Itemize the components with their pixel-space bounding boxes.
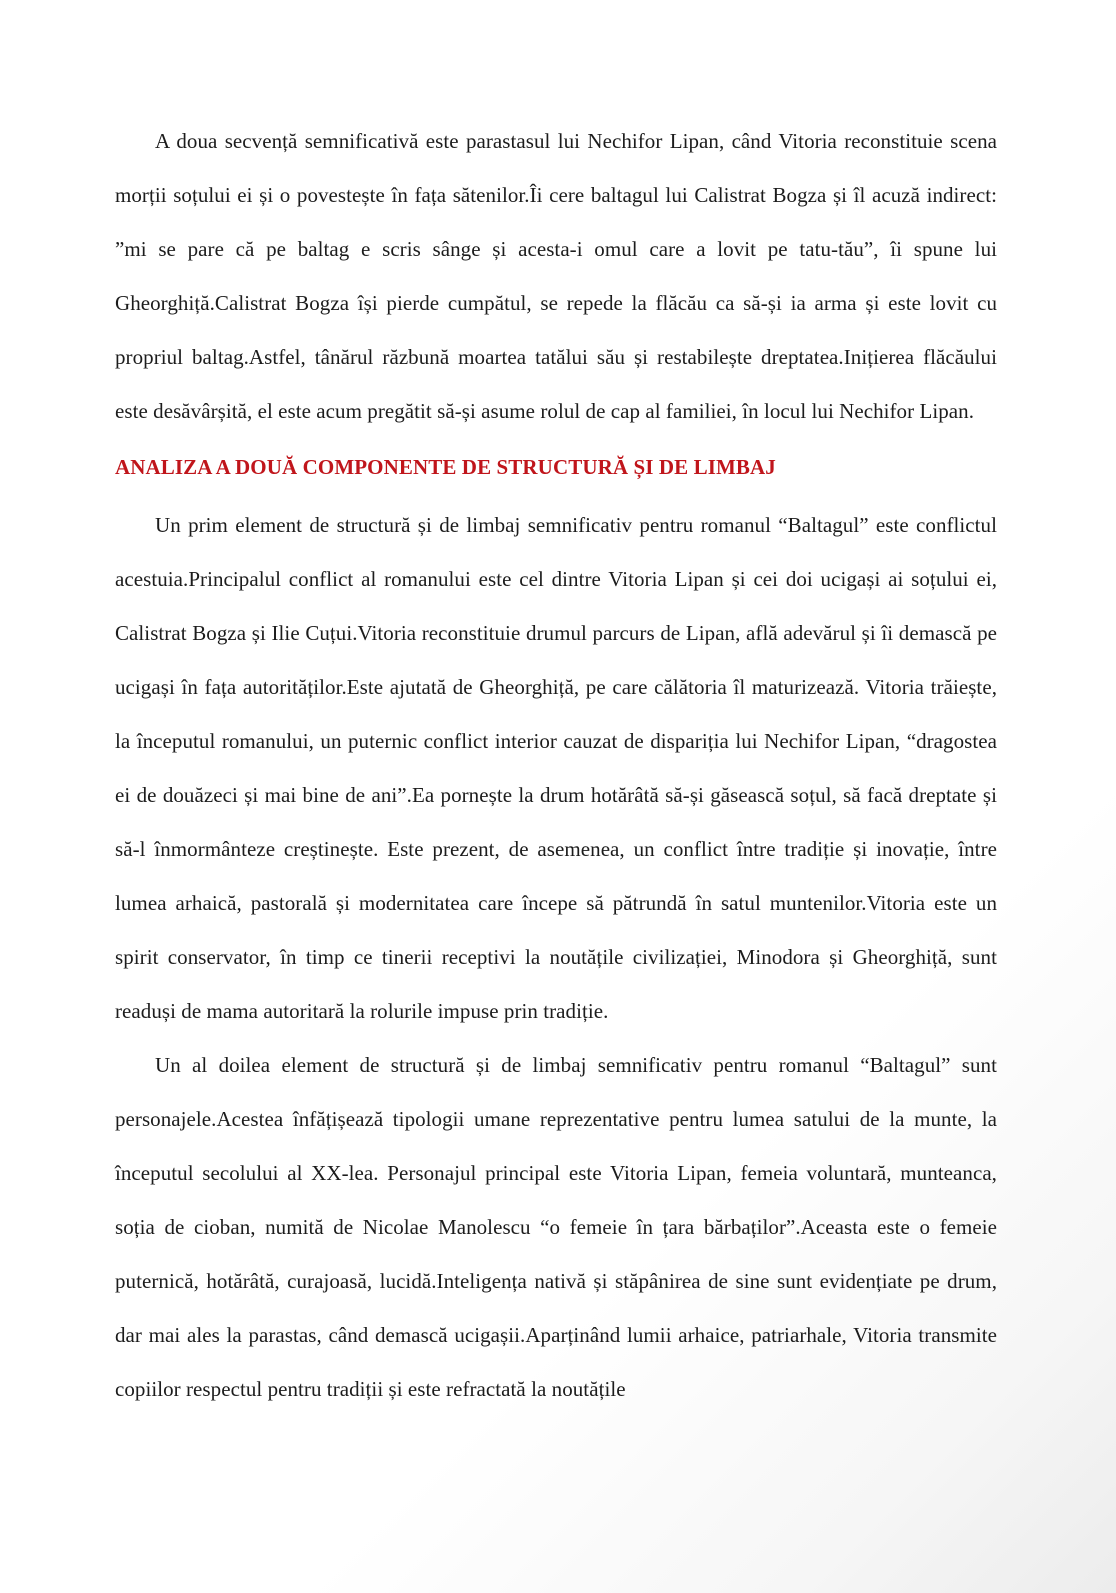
section-heading: ANALIZA A DOUĂ COMPONENTE DE STRUCTURĂ ȘI DE LIMBAJ [115, 455, 776, 479]
paragraph-parastas: A doua secvență semnificativă este parastasul lui Nechifor Lipan, când Vitoria reconstituie scena morții soțului ei și o povestește în fața sătenilor.Îi cere baltagul lui Calistrat Bogza și îl acuză indirect: ”mi se pare că pe baltag e scris sânge și acesta-i omul care a lovit pe tatu-tău”, îi spune lui Gheorghiță.Calistrat Bogza își pierde cumpătul, se repede la flăcău ca să-și ia arma și este lovit cu propriul baltag.Astfel, tânărul răzbună moartea tatălui său și restabilește dreptatea.Inițierea flăcăului este desăvârșită, el este acum pregătit să-și asume rolul de cap al familiei, în locul lui Nechifor Lipan. [115, 129, 997, 423]
paragraph-characters: Un al doilea element de structură și de limbaj semnificativ pentru romanul “Baltagul” sunt personajele.Acestea înfățișează tipologii umane reprezentative pentru lumea satului de la munte, la începutul secolului al XX-lea. Personajul principal este Vitoria Lipan, femeia voluntară, munteanca, soția de cioban, numită de Nicolae Manolescu “o femeie în țara bărbaților”.Aceasta este o femeie puternică, hotărâtă, curajoasă, lucidă.Inteligența nativă și stăpânirea de sine sunt evidențiate pe drum, dar mai ales la parastas, când demască ucigașii.Aparținând lumii arhaice, patriarhale, Vitoria transmite copiilor respectul pentru tradiții și este refractată la noutățile [115, 1053, 997, 1401]
paragraph-conflict: Un prim element de structură și de limbaj semnificativ pentru romanul “Baltagul” este conflictul acestuia.Principalul conflict al romanului este cel dintre Vitoria Lipan și cei doi ucigași ai soțului ei, Calistrat Bogza și Ilie Cuțui.Vitoria reconstituie drumul parcurs de Lipan, află adevărul și îi demască pe ucigași în fața autorităților.Este ajutată de Gheorghiță, pe care călătoria îl maturizează. Vitoria trăiește, la începutul romanului, un puternic conflict interior cauzat de dispariția lui Nechifor Lipan, “dragostea ei de douăzeci și mai bine de ani”.Ea pornește la drum hotărâtă să-și găsească soțul, să facă dreptate și să-l înmormânteze creștinește. Este prezent, de asemenea, un conflict între tradiție și inovație, între lumea arhaică, pastorală și modernitatea care începe să pătrundă în satul muntenilor.Vitoria este un spirit conservator, în timp ce tinerii receptivi la noutățile civilizației, Minodora și Gheorghiță, sunt readuși de mama autoritară la rolurile impuse prin tradiție. [115, 513, 997, 1023]
document-body [115, 114, 997, 1416]
